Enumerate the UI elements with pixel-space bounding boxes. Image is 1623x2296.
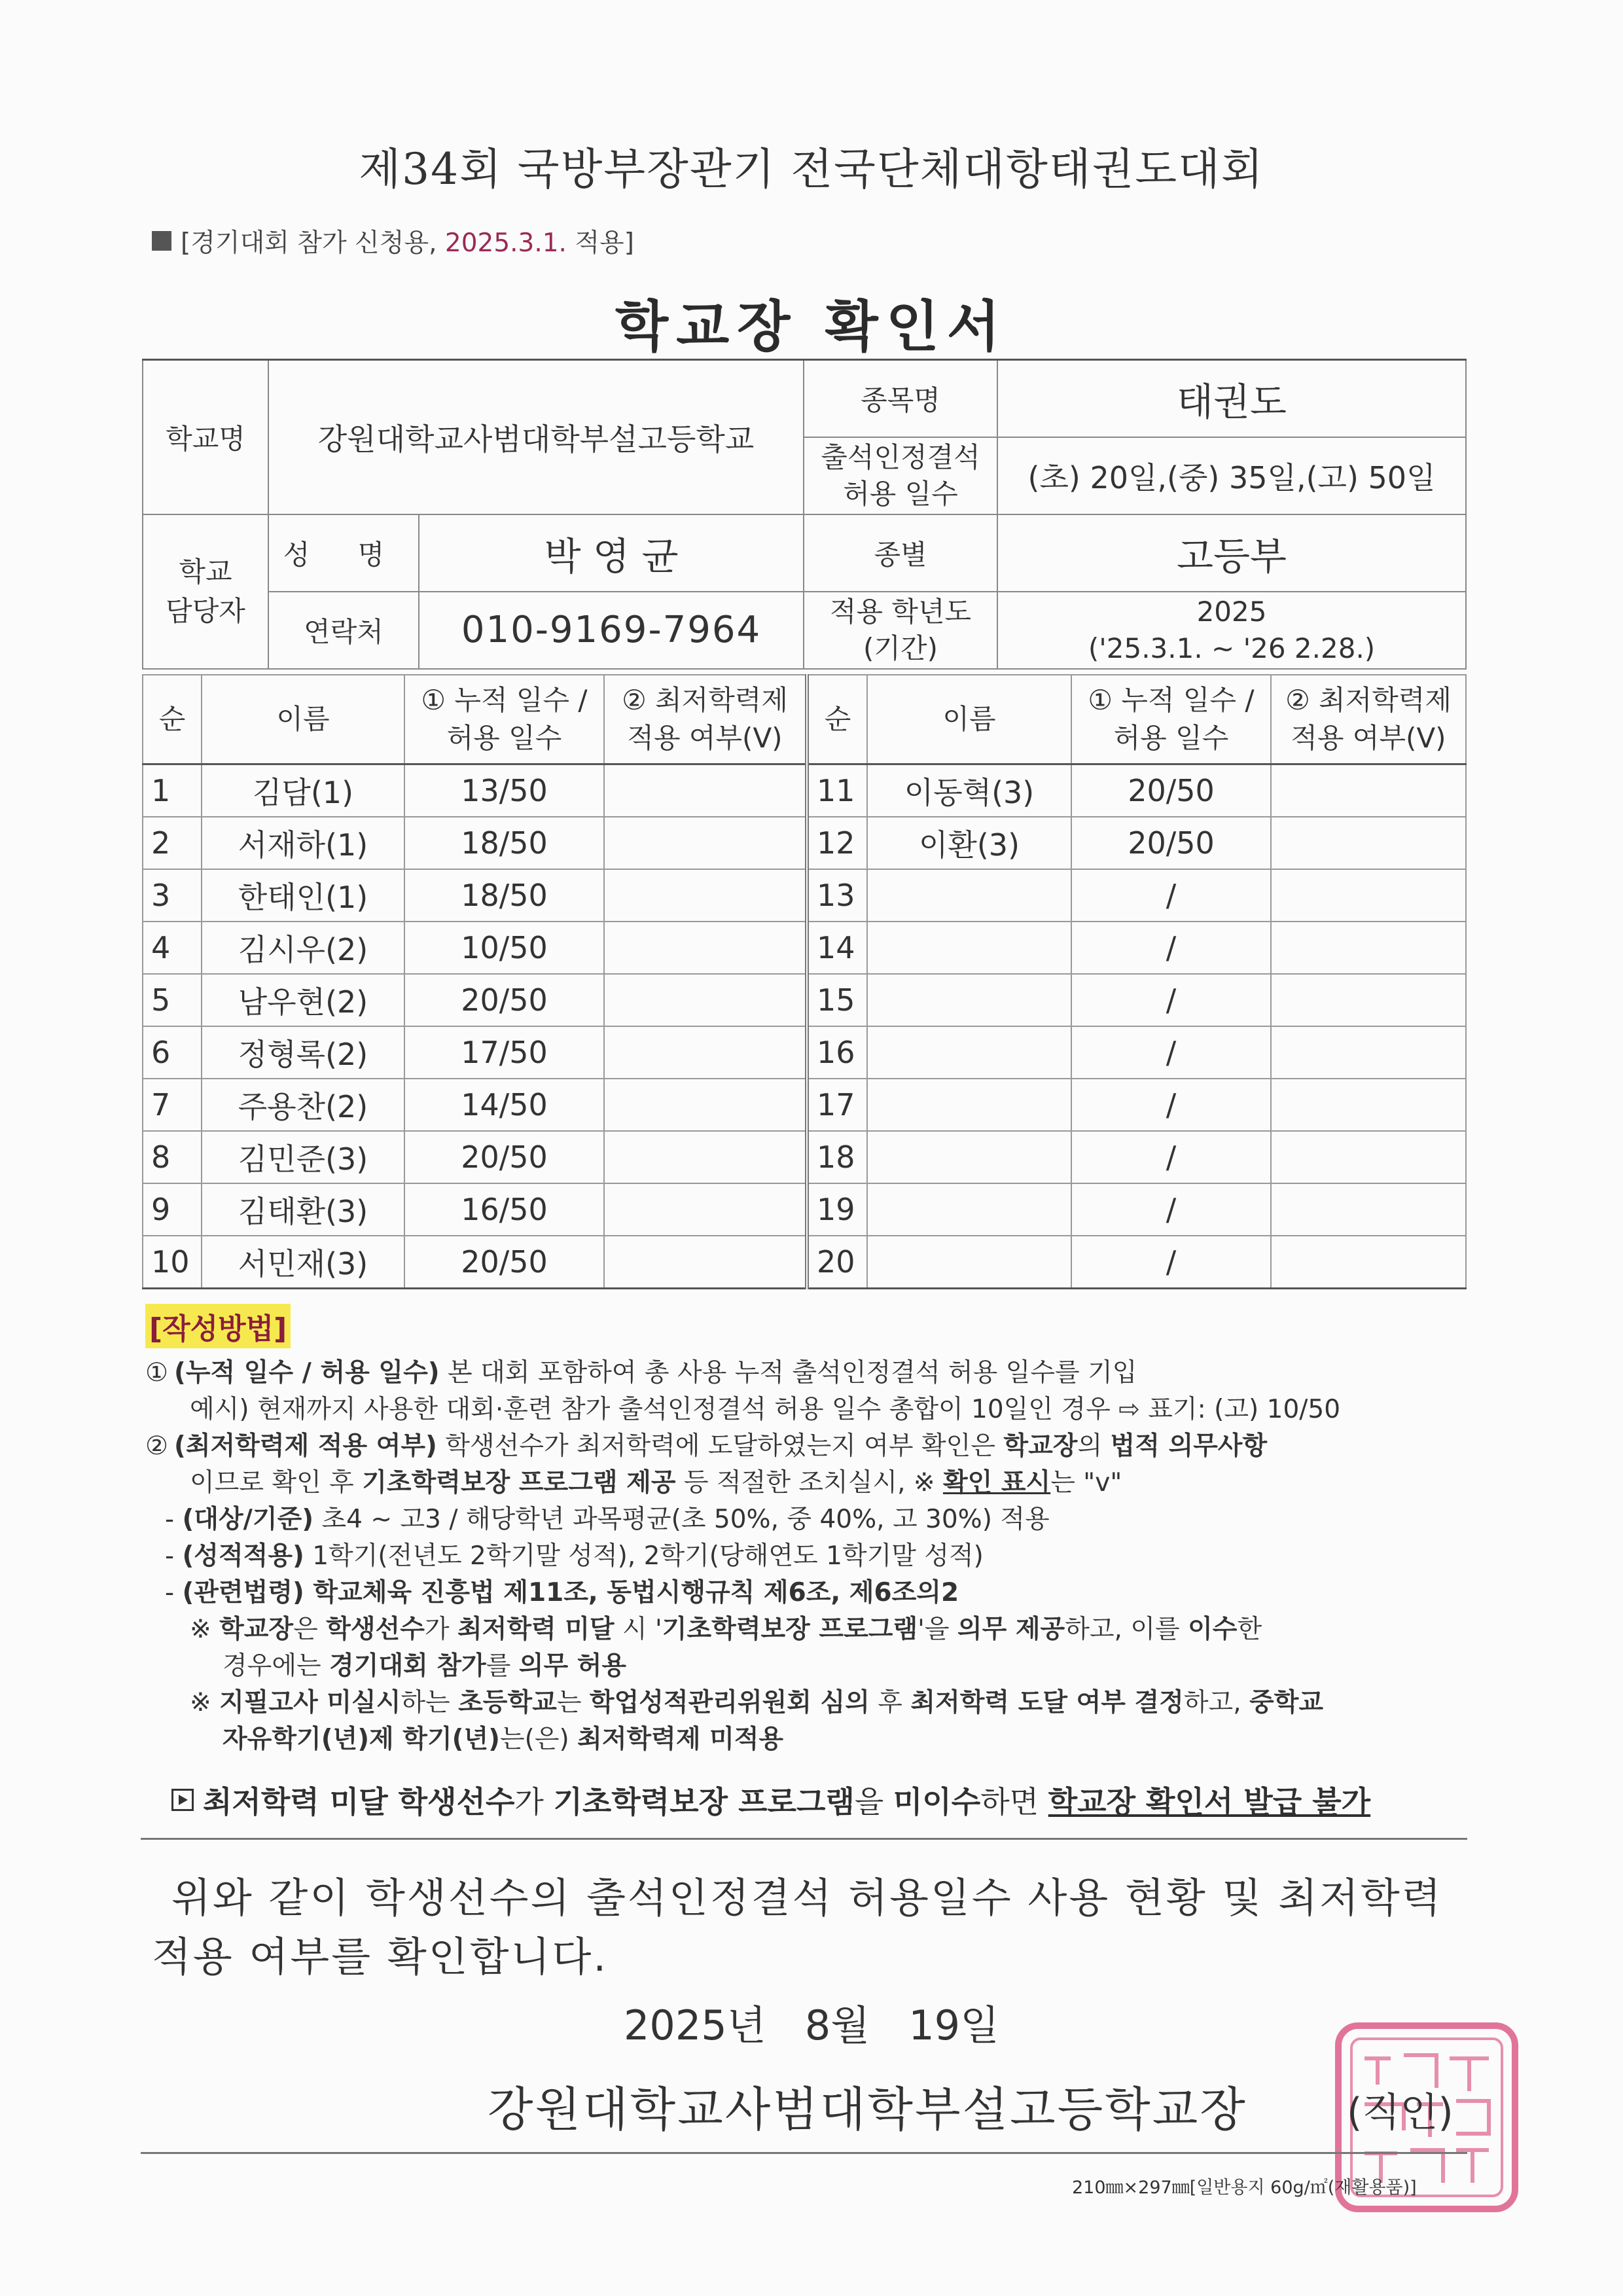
- student-no: 10: [143, 1236, 202, 1289]
- student-min-check: [1271, 1236, 1466, 1289]
- student-days: /: [1071, 1026, 1271, 1079]
- text-bold: 기초학력보장 프로그램 제공: [362, 1468, 676, 1498]
- text-bold: 학업성적관리위원회 심의: [589, 1688, 870, 1717]
- student-min-check: [1271, 1183, 1466, 1236]
- student-name: [867, 922, 1071, 974]
- category-label: 종별: [804, 514, 997, 592]
- student-table: [142, 674, 1467, 1289]
- text-bold: 최저학력 미달: [457, 1615, 615, 1644]
- text-bold: 지필고사 미실시: [219, 1688, 401, 1717]
- text-bold: (관련법령): [182, 1578, 304, 1607]
- instruction-2-cont: [190, 1462, 1122, 1499]
- text: 시 ': [614, 1615, 662, 1644]
- student-min-check: [604, 922, 807, 974]
- text: 하면: [980, 1784, 1048, 1820]
- warning-line: [171, 1778, 1370, 1821]
- note-prefix: [경기대회 참가 신청용,: [181, 228, 445, 258]
- application-note: [152, 223, 634, 259]
- student-name: 서민재(3): [202, 1236, 404, 1289]
- text: 이므로 확인 후: [190, 1468, 363, 1498]
- student-row: [143, 1026, 1466, 1079]
- note-date: 2025.3.1.: [444, 228, 567, 258]
- date-day: 19일: [908, 2001, 1000, 2049]
- text: 는: [556, 1688, 590, 1717]
- student-days: /: [1071, 1236, 1271, 1289]
- student-days: 13/50: [404, 764, 604, 817]
- instruction-note-1: ※ 학교장은 학생선수가 최저학력 미달 시 '기초학력보장 프로그램'을 의무 제공하고, 이를 이수한: [190, 1615, 1262, 1644]
- text: 한: [1237, 1615, 1262, 1644]
- student-min-check: [604, 764, 807, 817]
- arrow-box-icon: [171, 1789, 194, 1811]
- student-no: 17: [807, 1079, 867, 1131]
- student-days: /: [1071, 922, 1271, 974]
- absence-label-line2: 허용 일수: [843, 477, 958, 510]
- student-days: 20/50: [1071, 764, 1271, 817]
- seal-label: (직인): [1347, 2090, 1454, 2136]
- student-days: 20/50: [404, 1236, 604, 1289]
- student-name: 남우현(2): [202, 974, 404, 1026]
- school-year-label: [804, 592, 997, 669]
- student-no: 3: [143, 869, 202, 922]
- text-bold: 기초학력보장 프로그램: [662, 1615, 918, 1644]
- student-days: 20/50: [404, 974, 604, 1026]
- student-no: 19: [807, 1183, 867, 1236]
- document-title: 학교장 확인서: [615, 295, 1008, 359]
- instruction-law: - (관련법령) 학교체육 진흥법 제11조, 동법시행규칙 제6조, 제6조의2: [165, 1578, 959, 1607]
- absence-label-line1: 출석인정결석: [821, 440, 980, 473]
- student-name: [867, 1131, 1071, 1183]
- year-value-line1: 2025: [1196, 595, 1267, 628]
- text-bold: 학교체육 진흥법 제11조, 동법시행규칙 제6조, 제6조의2: [304, 1578, 959, 1607]
- text: 초4 ~ 고3 / 해당학년 과목평균(초 50%, 중 40%, 고 30%) 적용: [313, 1505, 1050, 1534]
- student-name: [867, 1026, 1071, 1079]
- category-value: 고등부: [997, 514, 1466, 592]
- header-min-line1: ② 최저학력제: [622, 684, 788, 716]
- contact-value: 010-9169-7964: [419, 592, 804, 669]
- text: 등 적절한 조치실시, ※: [675, 1468, 943, 1498]
- text: 경우에는: [223, 1651, 330, 1681]
- student-row: [143, 922, 1466, 974]
- text: 은: [293, 1615, 327, 1644]
- student-min-check: [604, 974, 807, 1026]
- instruction-2-duty: 법적 의무사항: [1110, 1431, 1268, 1461]
- student-no: 13: [807, 869, 867, 922]
- square-bullet-icon: [152, 231, 171, 251]
- text-bold: 최저학력 미달 학생선수: [203, 1784, 515, 1820]
- instruction-grades: - (성적적용) 1학기(전년도 2학기말 성적), 2학기(당해연도 1학기말 성적): [165, 1541, 984, 1571]
- absence-days-label: [804, 437, 997, 514]
- year-label-line1: 적용 학년도: [829, 595, 972, 628]
- confirmation-line1: 위와 같이 학생선수의 출석인정결석 허용일수 사용 현황 및 최저학력: [171, 1874, 1443, 1922]
- text: 가: [424, 1615, 457, 1644]
- year-value-line2: ('25.3.1. ~ '26 2.28.): [1088, 632, 1376, 664]
- text: 가: [514, 1784, 554, 1820]
- text-bold: 학교장: [219, 1615, 294, 1644]
- header-days-line2: 허용 일수: [446, 722, 562, 754]
- manager-label-line2: 담당자: [166, 594, 245, 627]
- student-min-check: [1271, 1079, 1466, 1131]
- school-info-table: [142, 359, 1467, 670]
- manager-label-line1: 학교: [179, 555, 232, 588]
- text-bold-underline: 학교장 확인서 발급 불가: [1048, 1784, 1371, 1820]
- student-no: 9: [143, 1183, 202, 1236]
- student-name: 이환(3): [867, 817, 1071, 869]
- student-no: 5: [143, 974, 202, 1026]
- principal-title: 강원대학교사범대학부설고등학교장: [488, 2082, 1247, 2137]
- header-days-line2: 허용 일수: [1113, 722, 1229, 754]
- instruction-2-principal: 학교장: [1003, 1431, 1078, 1461]
- student-name: [867, 1236, 1071, 1289]
- student-days: /: [1071, 1131, 1271, 1183]
- header-min-academic: [604, 675, 807, 764]
- text-bold: 이수: [1188, 1615, 1238, 1644]
- name-label: 성 명: [268, 514, 419, 592]
- student-days: 17/50: [404, 1026, 604, 1079]
- absence-days-value: (초) 20일,(중) 35일,(고) 50일: [997, 437, 1466, 514]
- school-label: 학교명: [143, 360, 268, 514]
- instruction-1-title: (누적 일수 / 허용 일수): [174, 1358, 440, 1388]
- student-min-check: [604, 1183, 807, 1236]
- sport-label: 종목명: [804, 360, 997, 437]
- text: 는(은): [499, 1725, 578, 1754]
- student-days: 18/50: [404, 869, 604, 922]
- header-days: [404, 675, 604, 764]
- text: 1학기(전년도 2학기말 성적), 2학기(당해연도 1학기말 성적): [304, 1541, 984, 1571]
- text-bold: 학생선수: [326, 1615, 425, 1644]
- text-bold: 최저학력 도달 여부 결정: [910, 1688, 1184, 1717]
- date-month: 8월: [804, 2001, 870, 2049]
- student-name: 김태환(3): [202, 1183, 404, 1236]
- student-name: 김시우(2): [202, 922, 404, 974]
- header-min-line2: 적용 여부(V): [1291, 722, 1446, 754]
- text: 를: [486, 1651, 519, 1681]
- student-row: [143, 764, 1466, 817]
- student-name: 주용찬(2): [202, 1079, 404, 1131]
- student-row: [143, 1236, 1466, 1289]
- instruction-1: [145, 1352, 1137, 1389]
- header-no: 순: [807, 675, 867, 764]
- student-no: 12: [807, 817, 867, 869]
- instruction-1-example: 예시) 현재까지 사용한 대회·훈련 참가 출석인정결석 허용 일수 총합이 10일인 경우 ⇨ 표기: (고) 10/50: [190, 1395, 1341, 1424]
- student-no: 8: [143, 1131, 202, 1183]
- student-min-check: [1271, 922, 1466, 974]
- text-bold: (성적적용): [182, 1541, 304, 1571]
- student-name: [867, 1079, 1071, 1131]
- student-no: 7: [143, 1079, 202, 1131]
- student-row: [143, 974, 1466, 1026]
- manager-label: [143, 514, 268, 669]
- header-name: 이름: [867, 675, 1071, 764]
- student-days: 10/50: [404, 922, 604, 974]
- student-name: 김민준(3): [202, 1131, 404, 1183]
- student-no: 18: [807, 1131, 867, 1183]
- student-no: 11: [807, 764, 867, 817]
- student-row: [143, 1183, 1466, 1236]
- student-min-check: [1271, 764, 1466, 817]
- instructions-heading: [작성방법]: [145, 1304, 291, 1348]
- text-bold: 의무 허용: [518, 1651, 627, 1681]
- header-days-line1: ① 누적 일수 /: [1088, 684, 1255, 716]
- student-no: 15: [807, 974, 867, 1026]
- instruction-2-text: 학생선수가 최저학력에 도달하였는지 여부 확인은: [437, 1431, 1004, 1461]
- text-bold: 중학교: [1249, 1688, 1324, 1717]
- header-days: [1071, 675, 1271, 764]
- instruction-2-particle: 의: [1077, 1431, 1111, 1461]
- confirmation-line2: 적용 여부를 확인합니다.: [152, 1933, 609, 1981]
- header-min-academic: [1271, 675, 1466, 764]
- circled-two: ②: [145, 1431, 168, 1461]
- student-name: [867, 974, 1071, 1026]
- student-min-check: [604, 817, 807, 869]
- student-min-check: [604, 1236, 807, 1289]
- student-days: 16/50: [404, 1183, 604, 1236]
- text: 하는: [401, 1688, 459, 1717]
- divider-line: [141, 1838, 1467, 1840]
- student-days: /: [1071, 1183, 1271, 1236]
- student-min-check: [604, 1131, 807, 1183]
- instruction-target: - (대상/기준) 초4 ~ 고3 / 해당학년 과목평균(초 50%, 중 40%, 고 30%) 적용: [165, 1505, 1050, 1534]
- paper-spec: 210㎜×297㎜[일반용지 60g/㎡(재활용품)]: [1072, 2178, 1417, 2198]
- text-bold: 자유학기(년)제 학기(년): [223, 1725, 500, 1754]
- student-no: 4: [143, 922, 202, 974]
- student-no: 1: [143, 764, 202, 817]
- text: 하고, 이를: [1065, 1615, 1188, 1644]
- circled-one: ①: [145, 1358, 168, 1388]
- text: 후: [869, 1688, 911, 1717]
- text-bold: 기초학력보장 프로그램: [553, 1784, 855, 1820]
- student-min-check: [1271, 869, 1466, 922]
- student-no: 20: [807, 1236, 867, 1289]
- text-bold: 최저학력제 미적용: [577, 1725, 784, 1754]
- student-min-check: [604, 869, 807, 922]
- student-min-check: [1271, 1131, 1466, 1183]
- student-name: 김담(1): [202, 764, 404, 817]
- instruction-note-2: ※ 지필고사 미실시하는 초등학교는 학업성적관리위원회 심의 후 최저학력 도달 여부 결정하고, 중학교: [190, 1688, 1324, 1717]
- student-name: [867, 869, 1071, 922]
- student-days: /: [1071, 1079, 1271, 1131]
- school-year-value: [997, 592, 1466, 669]
- manager-name: 박 영 균: [419, 514, 804, 592]
- instruction-note-2-cont: [223, 1719, 783, 1755]
- student-min-check: [604, 1026, 807, 1079]
- text-bold-underline: 확인 표시: [942, 1468, 1051, 1498]
- student-min-check: [1271, 817, 1466, 869]
- date-year: 2025년: [623, 2001, 766, 2049]
- student-name: 이동혁(3): [867, 764, 1071, 817]
- student-days: /: [1071, 974, 1271, 1026]
- student-days: 18/50: [404, 817, 604, 869]
- text-bold: (대상/기준): [182, 1505, 314, 1534]
- student-name: 정형록(2): [202, 1026, 404, 1079]
- student-row: [143, 1079, 1466, 1131]
- student-name: [867, 1183, 1071, 1236]
- year-label-line2: (기간): [863, 632, 938, 664]
- contact-label: 연락처: [268, 592, 419, 669]
- student-row: [143, 869, 1466, 922]
- header-min-line2: 적용 여부(V): [627, 722, 783, 754]
- student-days: 20/50: [1071, 817, 1271, 869]
- student-name: 서재하(1): [202, 817, 404, 869]
- text: '을: [918, 1615, 957, 1644]
- student-table-header: [143, 675, 1466, 764]
- confirmation-statement: [152, 1869, 1467, 1986]
- event-title: 제34회 국방부장관기 전국단체대항태권도대회: [359, 144, 1264, 194]
- instruction-2-title: (최저학력제 적용 여부): [174, 1431, 437, 1461]
- student-no: 16: [807, 1026, 867, 1079]
- text: 는 "v": [1050, 1468, 1122, 1498]
- header-min-line1: ② 최저학력제: [1285, 684, 1452, 716]
- text-bold: 의무 제공: [957, 1615, 1065, 1644]
- text: 을: [854, 1784, 893, 1820]
- student-days: 14/50: [404, 1079, 604, 1131]
- header-no: 순: [143, 675, 202, 764]
- bottom-divider-line: [141, 2152, 1467, 2154]
- text-bold: 경기대회 참가: [329, 1651, 486, 1681]
- student-min-check: [1271, 1026, 1466, 1079]
- instruction-2: [145, 1426, 1267, 1462]
- instruction-1-text: 본 대회 포함하여 총 사용 누적 출석인정결석 허용 일수를 기입: [439, 1358, 1137, 1388]
- instruction-note-1-cont: [223, 1645, 626, 1682]
- text-bold: 미이수: [893, 1784, 981, 1820]
- sport-value: 태권도: [997, 360, 1466, 437]
- note-suffix: 적용]: [566, 228, 634, 258]
- student-row: [143, 817, 1466, 869]
- school-name: 강원대학교사범대학부설고등학교: [268, 360, 804, 514]
- text: 하고,: [1183, 1688, 1250, 1717]
- student-min-check: [1271, 974, 1466, 1026]
- student-row: [143, 1131, 1466, 1183]
- header-name: 이름: [202, 675, 404, 764]
- text-bold: 초등학교: [458, 1688, 557, 1717]
- student-days: /: [1071, 869, 1271, 922]
- header-days-line1: ① 누적 일수 /: [421, 684, 588, 716]
- student-no: 6: [143, 1026, 202, 1079]
- student-name: 한태인(1): [202, 869, 404, 922]
- student-min-check: [604, 1079, 807, 1131]
- student-days: 20/50: [404, 1131, 604, 1183]
- student-no: 14: [807, 922, 867, 974]
- student-no: 2: [143, 817, 202, 869]
